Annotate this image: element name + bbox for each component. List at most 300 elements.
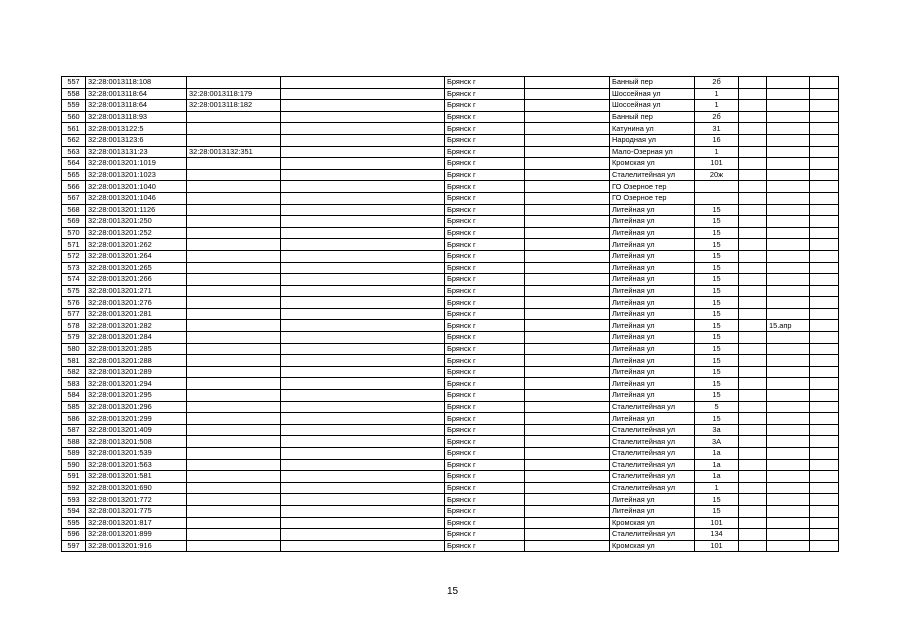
blank-cell-cell: [525, 146, 610, 158]
row-number-cell: 583: [62, 378, 86, 390]
house-number-cell: 1а: [695, 471, 739, 483]
blank-cell-cell: [525, 227, 610, 239]
city-cell: Брянск г: [445, 77, 525, 89]
blank-cell-cell: [810, 169, 839, 181]
blank-cell-cell: [525, 471, 610, 483]
city-cell: Брянск г: [445, 517, 525, 529]
cadastral-number-cell: 32:28:0013201:262: [86, 239, 187, 251]
house-number-cell: 1: [695, 88, 739, 100]
street-cell: Сталелитейная ул: [610, 482, 695, 494]
blank-cell-cell: [281, 77, 445, 89]
street-cell: Сталелитейная ул: [610, 459, 695, 471]
blank-cell-cell: [810, 505, 839, 517]
blank-cell-cell: [810, 471, 839, 483]
related-cadastral-number-cell: [187, 471, 281, 483]
row-number-cell: 561: [62, 123, 86, 135]
city-cell: Брянск г: [445, 239, 525, 251]
blank-cell-cell: [525, 540, 610, 552]
row-number-cell: 572: [62, 250, 86, 262]
table-row: [62, 390, 839, 402]
note-cell: [767, 262, 810, 274]
blank-cell-cell: [281, 459, 445, 471]
blank-cell-cell: [739, 343, 767, 355]
city-cell: Брянск г: [445, 192, 525, 204]
blank-cell-cell: [281, 401, 445, 413]
related-cadastral-number-cell: [187, 494, 281, 506]
blank-cell-cell: [281, 332, 445, 344]
blank-cell-cell: [739, 320, 767, 332]
table-row: [62, 239, 839, 251]
cadastral-number-cell: 32:28:0013201:539: [86, 448, 187, 460]
blank-cell-cell: [810, 88, 839, 100]
blank-cell-cell: [739, 355, 767, 367]
house-number-cell: 2б: [695, 77, 739, 89]
cadastral-number-cell: 32:28:0013201:289: [86, 366, 187, 378]
row-number-cell: 576: [62, 297, 86, 309]
related-cadastral-number-cell: [187, 123, 281, 135]
blank-cell-cell: [739, 482, 767, 494]
city-cell: Брянск г: [445, 540, 525, 552]
street-cell: Литейная ул: [610, 239, 695, 251]
house-number-cell: [695, 192, 739, 204]
table-row: [62, 216, 839, 228]
blank-cell-cell: [810, 424, 839, 436]
house-number-cell: 15: [695, 505, 739, 517]
blank-cell-cell: [281, 355, 445, 367]
blank-cell-cell: [281, 529, 445, 541]
blank-cell-cell: [810, 320, 839, 332]
city-cell: Брянск г: [445, 366, 525, 378]
street-cell: Кромская ул: [610, 517, 695, 529]
blank-cell-cell: [739, 77, 767, 89]
blank-cell-cell: [281, 448, 445, 460]
blank-cell-cell: [525, 343, 610, 355]
cadastral-number-cell: 32:28:0013123:6: [86, 134, 187, 146]
cadastral-number-cell: 32:28:0013201:271: [86, 285, 187, 297]
city-cell: Брянск г: [445, 181, 525, 193]
cadastral-number-cell: 32:28:0013118:108: [86, 77, 187, 89]
blank-cell-cell: [810, 111, 839, 123]
blank-cell-cell: [525, 459, 610, 471]
row-number-cell: 567: [62, 192, 86, 204]
cadastral-number-cell: 32:28:0013201:296: [86, 401, 187, 413]
page-number: 15: [446, 586, 459, 597]
cadastral-number-cell: 32:28:0013201:817: [86, 517, 187, 529]
street-cell: Катунина ул: [610, 123, 695, 135]
table-row: [62, 111, 839, 123]
row-number-cell: 577: [62, 308, 86, 320]
blank-cell-cell: [739, 192, 767, 204]
table-row: [62, 424, 839, 436]
house-number-cell: 1: [695, 482, 739, 494]
table-row: [62, 88, 839, 100]
blank-cell-cell: [281, 227, 445, 239]
blank-cell-cell: [810, 77, 839, 89]
table-row: [62, 158, 839, 170]
cadastral-number-cell: 32:28:0013201:252: [86, 227, 187, 239]
note-cell: [767, 169, 810, 181]
related-cadastral-number-cell: [187, 529, 281, 541]
blank-cell-cell: [739, 494, 767, 506]
blank-cell-cell: [281, 320, 445, 332]
related-cadastral-number-cell: [187, 540, 281, 552]
city-cell: Брянск г: [445, 320, 525, 332]
blank-cell-cell: [810, 262, 839, 274]
blank-cell-cell: [281, 366, 445, 378]
street-cell: Литейная ул: [610, 274, 695, 286]
cadastral-number-cell: 32:28:0013201:288: [86, 355, 187, 367]
city-cell: Брянск г: [445, 285, 525, 297]
blank-cell-cell: [810, 448, 839, 460]
blank-cell-cell: [525, 413, 610, 425]
note-cell: [767, 343, 810, 355]
row-number-cell: 590: [62, 459, 86, 471]
blank-cell-cell: [739, 471, 767, 483]
note-cell: [767, 239, 810, 251]
row-number-cell: 580: [62, 343, 86, 355]
note-cell: [767, 123, 810, 135]
blank-cell-cell: [810, 332, 839, 344]
table-row: [62, 494, 839, 506]
related-cadastral-number-cell: [187, 517, 281, 529]
note-cell: [767, 308, 810, 320]
row-number-cell: 593: [62, 494, 86, 506]
row-number-cell: 582: [62, 366, 86, 378]
row-number-cell: 587: [62, 424, 86, 436]
table-row: [62, 285, 839, 297]
house-number-cell: 101: [695, 540, 739, 552]
blank-cell-cell: [281, 250, 445, 262]
row-number-cell: 589: [62, 448, 86, 460]
blank-cell-cell: [739, 436, 767, 448]
note-cell: [767, 297, 810, 309]
blank-cell-cell: [281, 494, 445, 506]
blank-cell-cell: [739, 274, 767, 286]
note-cell: [767, 250, 810, 262]
row-number-cell: 578: [62, 320, 86, 332]
street-cell: Кромская ул: [610, 158, 695, 170]
row-number-cell: 575: [62, 285, 86, 297]
related-cadastral-number-cell: [187, 192, 281, 204]
blank-cell-cell: [525, 181, 610, 193]
related-cadastral-number-cell: [187, 77, 281, 89]
cadastral-number-cell: 32:28:0013201:508: [86, 436, 187, 448]
house-number-cell: 1а: [695, 459, 739, 471]
blank-cell-cell: [810, 181, 839, 193]
city-cell: Брянск г: [445, 204, 525, 216]
house-number-cell: 31: [695, 123, 739, 135]
blank-cell-cell: [281, 308, 445, 320]
street-cell: Литейная ул: [610, 343, 695, 355]
blank-cell-cell: [739, 158, 767, 170]
blank-cell-cell: [281, 192, 445, 204]
blank-cell-cell: [810, 297, 839, 309]
street-cell: Литейная ул: [610, 216, 695, 228]
blank-cell-cell: [739, 366, 767, 378]
street-cell: Литейная ул: [610, 262, 695, 274]
street-cell: Сталелитейная ул: [610, 448, 695, 460]
house-number-cell: 15: [695, 355, 739, 367]
note-cell: [767, 517, 810, 529]
house-number-cell: 1: [695, 146, 739, 158]
table-row: [62, 146, 839, 158]
table-row: [62, 123, 839, 135]
cadastral-number-cell: 32:28:0013201:1040: [86, 181, 187, 193]
blank-cell-cell: [739, 88, 767, 100]
table-row: [62, 529, 839, 541]
row-number-cell: 574: [62, 274, 86, 286]
table-row: [62, 320, 839, 332]
note-cell: [767, 355, 810, 367]
blank-cell-cell: [739, 100, 767, 112]
note-cell: [767, 111, 810, 123]
blank-cell-cell: [739, 448, 767, 460]
blank-cell-cell: [525, 517, 610, 529]
row-number-cell: 571: [62, 239, 86, 251]
row-number-cell: 585: [62, 401, 86, 413]
blank-cell-cell: [525, 204, 610, 216]
row-number-cell: 566: [62, 181, 86, 193]
related-cadastral-number-cell: [187, 134, 281, 146]
note-cell: [767, 274, 810, 286]
city-cell: Брянск г: [445, 146, 525, 158]
row-number-cell: 562: [62, 134, 86, 146]
blank-cell-cell: [810, 494, 839, 506]
related-cadastral-number-cell: [187, 227, 281, 239]
cadastral-number-cell: 32:28:0013201:282: [86, 320, 187, 332]
cadastral-number-cell: 32:28:0013201:1046: [86, 192, 187, 204]
blank-cell-cell: [739, 250, 767, 262]
street-cell: Банный пер: [610, 77, 695, 89]
cadastral-number-cell: 32:28:0013118:64: [86, 100, 187, 112]
blank-cell-cell: [739, 505, 767, 517]
row-number-cell: 581: [62, 355, 86, 367]
row-number-cell: 597: [62, 540, 86, 552]
note-cell: [767, 505, 810, 517]
house-number-cell: 15: [695, 308, 739, 320]
blank-cell-cell: [810, 274, 839, 286]
blank-cell-cell: [810, 134, 839, 146]
blank-cell-cell: [739, 134, 767, 146]
blank-cell-cell: [525, 297, 610, 309]
row-number-cell: 557: [62, 77, 86, 89]
cadastral-number-cell: 32:28:0013201:690: [86, 482, 187, 494]
blank-cell-cell: [281, 146, 445, 158]
blank-cell-cell: [810, 401, 839, 413]
note-cell: [767, 192, 810, 204]
blank-cell-cell: [810, 204, 839, 216]
related-cadastral-number-cell: [187, 424, 281, 436]
related-cadastral-number-cell: [187, 285, 281, 297]
blank-cell-cell: [281, 134, 445, 146]
table-row: [62, 459, 839, 471]
street-cell: Литейная ул: [610, 366, 695, 378]
city-cell: Брянск г: [445, 262, 525, 274]
house-number-cell: 15: [695, 378, 739, 390]
blank-cell-cell: [810, 285, 839, 297]
blank-cell-cell: [739, 262, 767, 274]
related-cadastral-number-cell: [187, 320, 281, 332]
row-number-cell: 564: [62, 158, 86, 170]
house-number-cell: 15: [695, 494, 739, 506]
street-cell: Литейная ул: [610, 505, 695, 517]
row-number-cell: 563: [62, 146, 86, 158]
related-cadastral-number-cell: [187, 343, 281, 355]
blank-cell-cell: [739, 204, 767, 216]
table-row: [62, 505, 839, 517]
cadastral-number-cell: 32:28:0013201:1023: [86, 169, 187, 181]
related-cadastral-number-cell: [187, 181, 281, 193]
city-cell: Брянск г: [445, 401, 525, 413]
street-cell: Кромская ул: [610, 540, 695, 552]
blank-cell-cell: [525, 192, 610, 204]
table-row: [62, 540, 839, 552]
related-cadastral-number-cell: [187, 378, 281, 390]
related-cadastral-number-cell: [187, 390, 281, 402]
note-cell: [767, 181, 810, 193]
cadastral-number-cell: 32:28:0013201:284: [86, 332, 187, 344]
table-row: [62, 482, 839, 494]
blank-cell-cell: [739, 285, 767, 297]
blank-cell-cell: [525, 366, 610, 378]
related-cadastral-number-cell: [187, 505, 281, 517]
cadastral-number-cell: 32:28:0013201:276: [86, 297, 187, 309]
related-cadastral-number-cell: [187, 204, 281, 216]
city-cell: Брянск г: [445, 494, 525, 506]
street-cell: Сталелитейная ул: [610, 401, 695, 413]
blank-cell-cell: [281, 413, 445, 425]
related-cadastral-number-cell: [187, 355, 281, 367]
note-cell: [767, 540, 810, 552]
related-cadastral-number-cell: 32:28:0013118:179: [187, 88, 281, 100]
street-cell: Литейная ул: [610, 204, 695, 216]
blank-cell-cell: [810, 540, 839, 552]
city-cell: Брянск г: [445, 378, 525, 390]
blank-cell-cell: [739, 123, 767, 135]
blank-cell-cell: [525, 169, 610, 181]
cadastral-number-cell: 32:28:0013201:250: [86, 216, 187, 228]
blank-cell-cell: [281, 123, 445, 135]
blank-cell-cell: [739, 111, 767, 123]
city-cell: Брянск г: [445, 390, 525, 402]
blank-cell-cell: [525, 355, 610, 367]
house-number-cell: 15: [695, 285, 739, 297]
house-number-cell: 15: [695, 274, 739, 286]
blank-cell-cell: [739, 146, 767, 158]
cadastral-number-cell: 32:28:0013201:899: [86, 529, 187, 541]
blank-cell-cell: [810, 146, 839, 158]
note-cell: [767, 77, 810, 89]
table-row: [62, 262, 839, 274]
cadastral-number-cell: 32:28:0013201:772: [86, 494, 187, 506]
cadastral-number-cell: 32:28:0013118:93: [86, 111, 187, 123]
blank-cell-cell: [525, 100, 610, 112]
street-cell: Литейная ул: [610, 413, 695, 425]
related-cadastral-number-cell: [187, 169, 281, 181]
blank-cell-cell: [525, 390, 610, 402]
house-number-cell: 101: [695, 158, 739, 170]
blank-cell-cell: [739, 413, 767, 425]
blank-cell-cell: [281, 343, 445, 355]
street-cell: ГО Озерное тер: [610, 181, 695, 193]
blank-cell-cell: [281, 239, 445, 251]
related-cadastral-number-cell: [187, 436, 281, 448]
blank-cell-cell: [525, 239, 610, 251]
blank-cell-cell: [525, 134, 610, 146]
note-cell: [767, 285, 810, 297]
street-cell: Литейная ул: [610, 297, 695, 309]
house-number-cell: 15: [695, 343, 739, 355]
note-cell: [767, 134, 810, 146]
blank-cell-cell: [525, 123, 610, 135]
note-cell: [767, 366, 810, 378]
street-cell: Сталелитейная ул: [610, 424, 695, 436]
blank-cell-cell: [810, 459, 839, 471]
blank-cell-cell: [281, 297, 445, 309]
blank-cell-cell: [281, 424, 445, 436]
blank-cell-cell: [739, 308, 767, 320]
house-number-cell: 3А: [695, 436, 739, 448]
house-number-cell: 5: [695, 401, 739, 413]
blank-cell-cell: [525, 320, 610, 332]
street-cell: Литейная ул: [610, 250, 695, 262]
city-cell: Брянск г: [445, 459, 525, 471]
row-number-cell: 559: [62, 100, 86, 112]
house-number-cell: 15: [695, 332, 739, 344]
related-cadastral-number-cell: [187, 308, 281, 320]
row-number-cell: 584: [62, 390, 86, 402]
row-number-cell: 579: [62, 332, 86, 344]
note-cell: [767, 529, 810, 541]
blank-cell-cell: [525, 448, 610, 460]
blank-cell-cell: [810, 366, 839, 378]
note-cell: [767, 494, 810, 506]
city-cell: Брянск г: [445, 216, 525, 228]
house-number-cell: 101: [695, 517, 739, 529]
note-cell: [767, 436, 810, 448]
blank-cell-cell: [739, 401, 767, 413]
blank-cell-cell: [810, 482, 839, 494]
street-cell: Литейная ул: [610, 227, 695, 239]
blank-cell-cell: [739, 378, 767, 390]
blank-cell-cell: [810, 529, 839, 541]
blank-cell-cell: [739, 297, 767, 309]
city-cell: Брянск г: [445, 308, 525, 320]
row-number-cell: 594: [62, 505, 86, 517]
cadastral-number-cell: 32:28:0013201:266: [86, 274, 187, 286]
blank-cell-cell: [281, 274, 445, 286]
table-row: [62, 100, 839, 112]
house-number-cell: 134: [695, 529, 739, 541]
note-cell: [767, 227, 810, 239]
blank-cell-cell: [739, 227, 767, 239]
blank-cell-cell: [739, 540, 767, 552]
blank-cell-cell: [810, 227, 839, 239]
cadastral-number-cell: 32:28:0013201:409: [86, 424, 187, 436]
blank-cell-cell: [525, 285, 610, 297]
cadastral-number-cell: 32:28:0013201:264: [86, 250, 187, 262]
blank-cell-cell: [810, 343, 839, 355]
city-cell: Брянск г: [445, 111, 525, 123]
table-row: [62, 204, 839, 216]
city-cell: Брянск г: [445, 529, 525, 541]
blank-cell-cell: [810, 216, 839, 228]
blank-cell-cell: [281, 285, 445, 297]
related-cadastral-number-cell: [187, 297, 281, 309]
row-number-cell: 565: [62, 169, 86, 181]
street-cell: Шоссейная ул: [610, 88, 695, 100]
note-cell: [767, 424, 810, 436]
